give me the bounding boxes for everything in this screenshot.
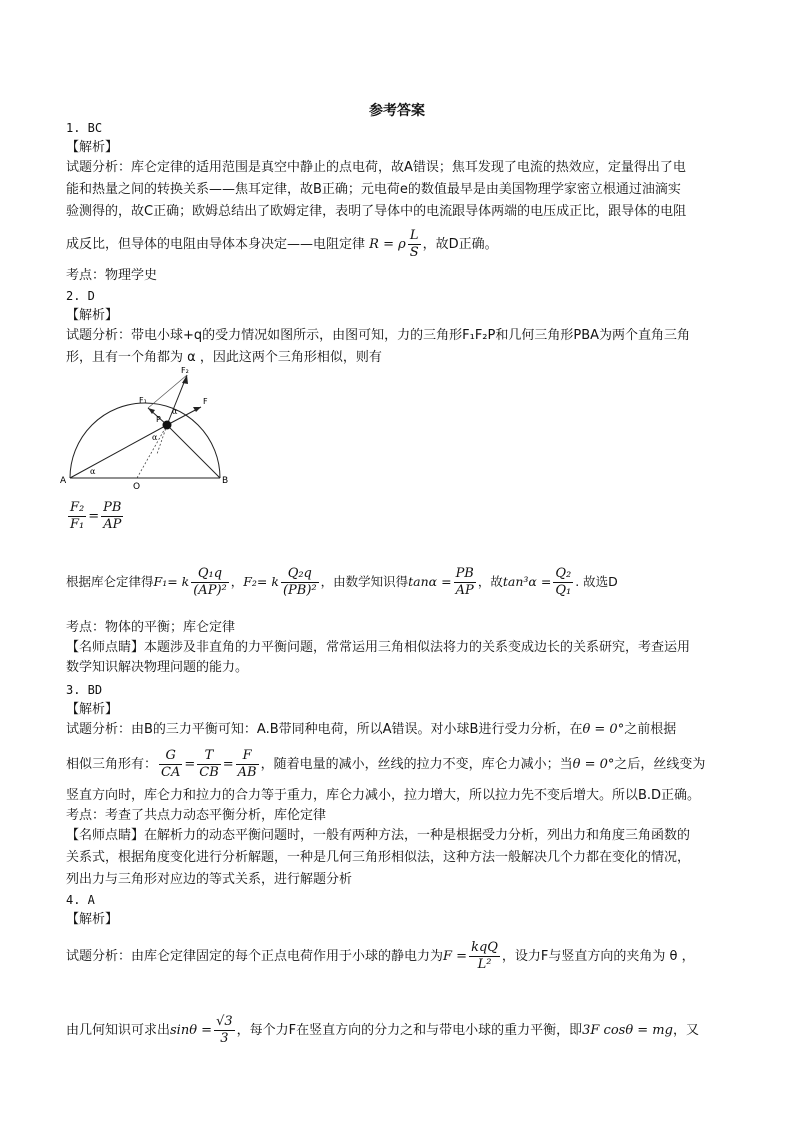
q4-l1a: 试题分析：由库仑定律固定的每个正点电荷作用于小球的静电力为 [66, 949, 444, 964]
label-alpha-top: α [172, 407, 178, 416]
q3-l2a: 相似三角形有： [66, 757, 158, 772]
f-ab-fraction [236, 748, 259, 781]
q3-analysis-tag: 【解析】 [66, 702, 119, 717]
label-b: B [222, 476, 229, 486]
f1-fraction [191, 566, 229, 599]
coulomb-fraction [469, 940, 500, 973]
f2-num: Q₂q [281, 566, 319, 583]
q1-line-4-text: 成反比，但导体的电阻由导体本身决定——电阻定律 [66, 237, 366, 252]
balance-eq: 3F cosθ = mg [582, 1023, 673, 1038]
f1-lhs: F₁= k [153, 574, 190, 589]
label-alpha-mid: α [152, 433, 158, 442]
q2-analysis-tag: 【解析】 [66, 308, 119, 323]
f1-num: Q₁q [191, 566, 229, 583]
page-title: 参考答案 [369, 103, 425, 119]
q3-kaodian: 考点：考查了共点力动态平衡分析，库伦定律 [66, 808, 327, 823]
arrow-f-head [193, 407, 201, 412]
eq-1: = [184, 757, 196, 772]
ratio-f2-f1 [68, 500, 86, 533]
sep1: ， [230, 574, 244, 589]
q3-line-3: 竖直方向时，库仑力和拉力的合力等于重力，库仑力减小，拉力增大，所以拉力先不变后增大。所以B.D正确。 [66, 788, 701, 803]
eq-2: = [222, 757, 234, 772]
q4-analysis-tag: 【解析】 [66, 912, 119, 927]
ratio-pb-ap [101, 500, 123, 533]
g-ca-fraction [159, 748, 182, 781]
q1-analysis-tag: 【解析】 [66, 140, 119, 155]
line-bp [167, 425, 220, 478]
tan3-den: Q₁ [555, 583, 572, 598]
tan-num: PB [455, 566, 474, 581]
q2-answer: 2. D [66, 289, 95, 303]
q1-kaodian: 考点：物理学史 [66, 268, 158, 283]
q3-mingshi-1: 【名师点睛】在解析力的动态平衡问题时，一般有两种方法，一种是根据受力分析，列出力和角度三角函数的 [66, 828, 691, 843]
q3-l2c: 之后，丝线变为 [614, 757, 706, 772]
f2-lhs: F₂= k [243, 574, 279, 589]
g-den: CA [161, 765, 181, 780]
force-triangle-edge [148, 375, 187, 408]
charge-ball [163, 421, 172, 430]
ratio-den2: AP [103, 517, 122, 532]
q4-l2b: ，每个力F在竖直方向的分力之和与带电小球的重力平衡，即 [236, 1023, 583, 1038]
label-alpha-a: α [90, 467, 96, 476]
resistance-denominator: S [409, 245, 419, 260]
label-p: P [156, 415, 161, 424]
q2-l3b: ，由数学知识得 [320, 574, 409, 589]
q4-l1b: ，设力F与竖直方向的夹角为 θ ， [501, 949, 695, 964]
q4-line-1 [66, 940, 695, 973]
q4-l2c: ，又 [672, 1023, 699, 1038]
q2-kaodian: 考点：物体的平衡；库仑定律 [66, 620, 236, 635]
g-num: G [159, 748, 182, 765]
q2-ratio [66, 500, 125, 533]
resistance-numerator: L [408, 228, 421, 245]
ratio-num: F₂ [70, 500, 85, 515]
q3-answer: 3. BD [66, 683, 103, 697]
q4-line-2 [66, 1014, 699, 1047]
ff-num: F [236, 748, 259, 765]
theta-zero-2: θ = 0° [572, 757, 615, 772]
q4-answer: 4. A [66, 893, 95, 907]
q1-line-1: 试题分析：库仑定律的适用范围是真空中静止的点电荷，故A错误；焦耳发现了电流的热效应，定量得出了电 [66, 160, 686, 175]
tan3-num: Q₂ [555, 566, 572, 581]
resistance-formula-lhs: R = ρ [369, 237, 406, 252]
sin-den: 3 [220, 1031, 229, 1046]
coulomb-den: L² [477, 957, 492, 972]
ratio-num2: PB [103, 500, 122, 515]
label-f2: F₂ [181, 366, 189, 375]
q3-mingshi-3: 列出力与三角形对应边的等式关系，进行解题分析 [66, 872, 353, 887]
f1-den: (AP)² [193, 583, 227, 598]
q1-line-4 [66, 228, 498, 261]
sin-lhs: sinθ = [170, 1023, 213, 1038]
tan-lhs: tanα = [408, 574, 452, 589]
coulomb-lhs: F = [443, 949, 468, 964]
tan3-fraction [553, 566, 573, 599]
theta-zero-1: θ = 0° [582, 722, 625, 737]
q1-answer: 1. BC [66, 121, 103, 135]
label-f1: F₁ [139, 396, 147, 405]
q1-line-4-end: ，故D正确。 [422, 237, 498, 252]
tan-den: AP [455, 583, 474, 598]
q2-l3c: ，故 [477, 574, 503, 589]
f2-den: (PB)² [282, 583, 317, 598]
tan3-lhs: tan³α = [502, 574, 552, 589]
q3-l1a: 试题分析：由B的三力平衡可知：A.B带同种电荷，所以A错误。对小球B进行受力分析，在 [66, 722, 583, 737]
q4-l2a: 由几何知识可求出 [66, 1023, 171, 1038]
label-o: O [133, 482, 141, 490]
resistance-fraction [408, 228, 421, 261]
q2-l3a: 根据库仑定律得 [66, 574, 154, 589]
q3-mingshi-2: 关系式，根据角度变化进行分析解题，一种是几何三角形相似法，这种方法一般解决几个力都在变化的情况， [66, 850, 691, 865]
sin-num: √3 [216, 1014, 233, 1029]
f2-fraction [281, 566, 319, 599]
ratio-den: F₁ [70, 517, 85, 532]
q2-line-3 [66, 566, 618, 599]
tan-fraction [454, 566, 476, 599]
q2-line-1: 试题分析：带电小球+q的受力情况如图所示，由图可知，力的三角形F₁F₂P和几何三角形PBA为两个直角三角 [66, 328, 691, 343]
coulomb-num: kqQ [471, 940, 498, 955]
q2-mingshi-1: 【名师点睛】本题涉及非直角的力平衡问题，常常运用三角相似法将力的关系变成边长的关系研究，考查运用 [66, 640, 691, 655]
ratio-eq: = [88, 509, 100, 524]
q3-l1b: 之前根据 [624, 722, 677, 737]
t-num: T [197, 748, 221, 765]
q2-line-2: 形，且有一个角都为 α ，因此这两个三角形相似，则有 [66, 350, 382, 365]
q2-l3d: . 故选D [575, 574, 618, 589]
q1-line-2: 能和热量之间的转换关系——焦耳定律，故B正确；元电荷e的数值最早是由美国物理学家密立根通过油滴实 [66, 182, 681, 197]
label-f: F [203, 397, 208, 406]
q2-mingshi-2: 数学知识解决物理问题的能力。 [66, 660, 249, 675]
q3-line-2 [66, 748, 705, 781]
t-den: CB [199, 765, 219, 780]
sin-fraction [214, 1014, 235, 1047]
q3-line-1 [66, 720, 676, 740]
q1-line-3: 验测得的，故C正确；欧姆总结出了欧姆定律，表明了导体中的电流跟导体两端的电压成正比，跟导体的电阻 [66, 204, 687, 219]
q3-l2b: ，随着电量的减小，丝线的拉力不变，库仑力减小；当 [260, 757, 573, 772]
label-a: A [60, 476, 67, 486]
t-cb-fraction [197, 748, 221, 781]
ff-den: AB [237, 765, 257, 780]
force-diagram [60, 362, 230, 490]
